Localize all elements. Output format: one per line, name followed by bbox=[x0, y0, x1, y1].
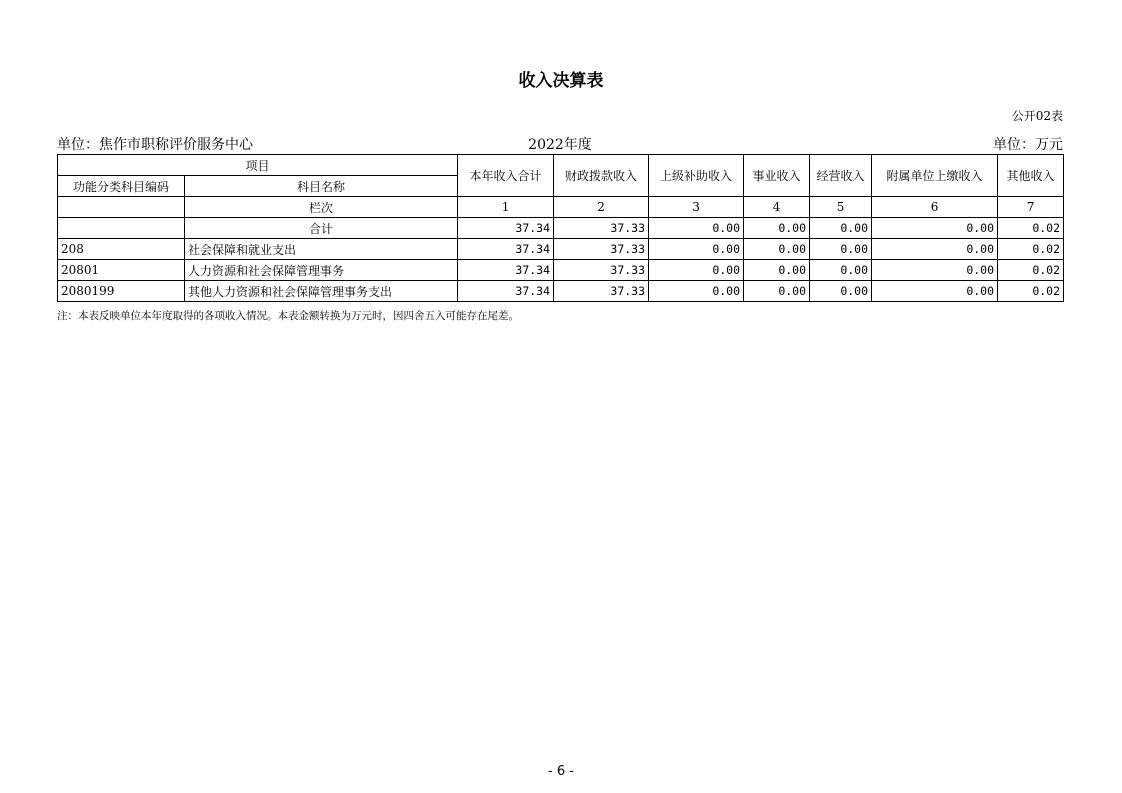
form-number: 公开02表 bbox=[1011, 109, 1063, 123]
value-cell: 0.00 bbox=[649, 260, 744, 281]
row-name: 人力资源和社会保障管理事务 bbox=[185, 260, 458, 281]
value-cell: 0.00 bbox=[649, 281, 744, 302]
value-cell: 0.02 bbox=[998, 218, 1064, 239]
value-cell: 37.33 bbox=[554, 239, 649, 260]
row-code: 208 bbox=[58, 239, 185, 260]
row-code: 2080199 bbox=[58, 281, 185, 302]
value-cell: 0.00 bbox=[649, 239, 744, 260]
sequence-cell: 1 bbox=[458, 197, 554, 218]
value-cell: 0.00 bbox=[872, 239, 998, 260]
page-number: - 6 - bbox=[548, 764, 574, 779]
header-total-income: 本年收入合计 bbox=[458, 155, 554, 197]
header-row-1 bbox=[58, 155, 1064, 176]
sequence-cell: 3 bbox=[649, 197, 744, 218]
sequence-empty-cell bbox=[58, 197, 185, 218]
page-title: 收入决算表 bbox=[518, 71, 604, 91]
income-table bbox=[57, 154, 1064, 302]
value-cell: 0.00 bbox=[872, 260, 998, 281]
value-cell: 0.02 bbox=[998, 281, 1064, 302]
value-cell: 0.00 bbox=[744, 260, 810, 281]
value-cell: 0.00 bbox=[810, 218, 872, 239]
header-name: 科目名称 bbox=[185, 176, 458, 197]
row-name: 社会保障和就业支出 bbox=[185, 239, 458, 260]
value-cell: 37.34 bbox=[458, 281, 554, 302]
row-code: 20801 bbox=[58, 260, 185, 281]
value-cell: 0.00 bbox=[872, 218, 998, 239]
value-cell: 37.33 bbox=[554, 281, 649, 302]
value-cell: 0.00 bbox=[744, 239, 810, 260]
header-item: 项目 bbox=[58, 155, 458, 176]
sequence-cell: 5 bbox=[810, 197, 872, 218]
fiscal-year: 2022年度 bbox=[528, 137, 592, 153]
value-cell: 37.33 bbox=[554, 218, 649, 239]
table-note: 注：本表反映单位本年度取得的各项收入情况。本表金额转换为万元时，因四舍五入可能存在尾差。 bbox=[57, 310, 519, 322]
sequence-row bbox=[58, 197, 1064, 218]
meta-row bbox=[57, 134, 1063, 154]
sequence-cell: 6 bbox=[872, 197, 998, 218]
row-name: 其他人力资源和社会保障管理事务支出 bbox=[185, 281, 458, 302]
value-cell: 37.33 bbox=[554, 260, 649, 281]
value-cell: 0.02 bbox=[998, 260, 1064, 281]
value-cell: 0.00 bbox=[744, 281, 810, 302]
sequence-cell: 4 bbox=[744, 197, 810, 218]
table-row bbox=[58, 281, 1064, 302]
value-cell: 0.02 bbox=[998, 239, 1064, 260]
row-name: 合计 bbox=[185, 218, 458, 239]
header-affiliated-unit-income: 附属单位上缴收入 bbox=[872, 155, 998, 197]
sequence-cell: 2 bbox=[554, 197, 649, 218]
header-superior-subsidy: 上级补助收入 bbox=[649, 155, 744, 197]
value-cell: 0.00 bbox=[810, 239, 872, 260]
table-row-total bbox=[58, 218, 1064, 239]
header-code: 功能分类科目编码 bbox=[58, 176, 185, 197]
sequence-label: 栏次 bbox=[185, 197, 458, 218]
value-cell: 0.00 bbox=[810, 260, 872, 281]
currency-unit: 单位：万元 bbox=[993, 137, 1063, 153]
header-other-income: 其他收入 bbox=[998, 155, 1064, 197]
sequence-cell: 7 bbox=[998, 197, 1064, 218]
reporting-unit: 单位：焦作市职称评价服务中心 bbox=[57, 137, 253, 153]
value-cell: 0.00 bbox=[810, 281, 872, 302]
value-cell: 37.34 bbox=[458, 239, 554, 260]
value-cell: 0.00 bbox=[744, 218, 810, 239]
table-row bbox=[58, 239, 1064, 260]
value-cell: 37.34 bbox=[458, 218, 554, 239]
value-cell: 37.34 bbox=[458, 260, 554, 281]
header-fiscal-appropriation: 财政拨款收入 bbox=[554, 155, 649, 197]
table-row bbox=[58, 260, 1064, 281]
value-cell: 0.00 bbox=[649, 218, 744, 239]
row-code bbox=[58, 218, 185, 239]
header-business-income: 事业收入 bbox=[744, 155, 810, 197]
header-operating-income: 经营收入 bbox=[810, 155, 872, 197]
value-cell: 0.00 bbox=[872, 281, 998, 302]
